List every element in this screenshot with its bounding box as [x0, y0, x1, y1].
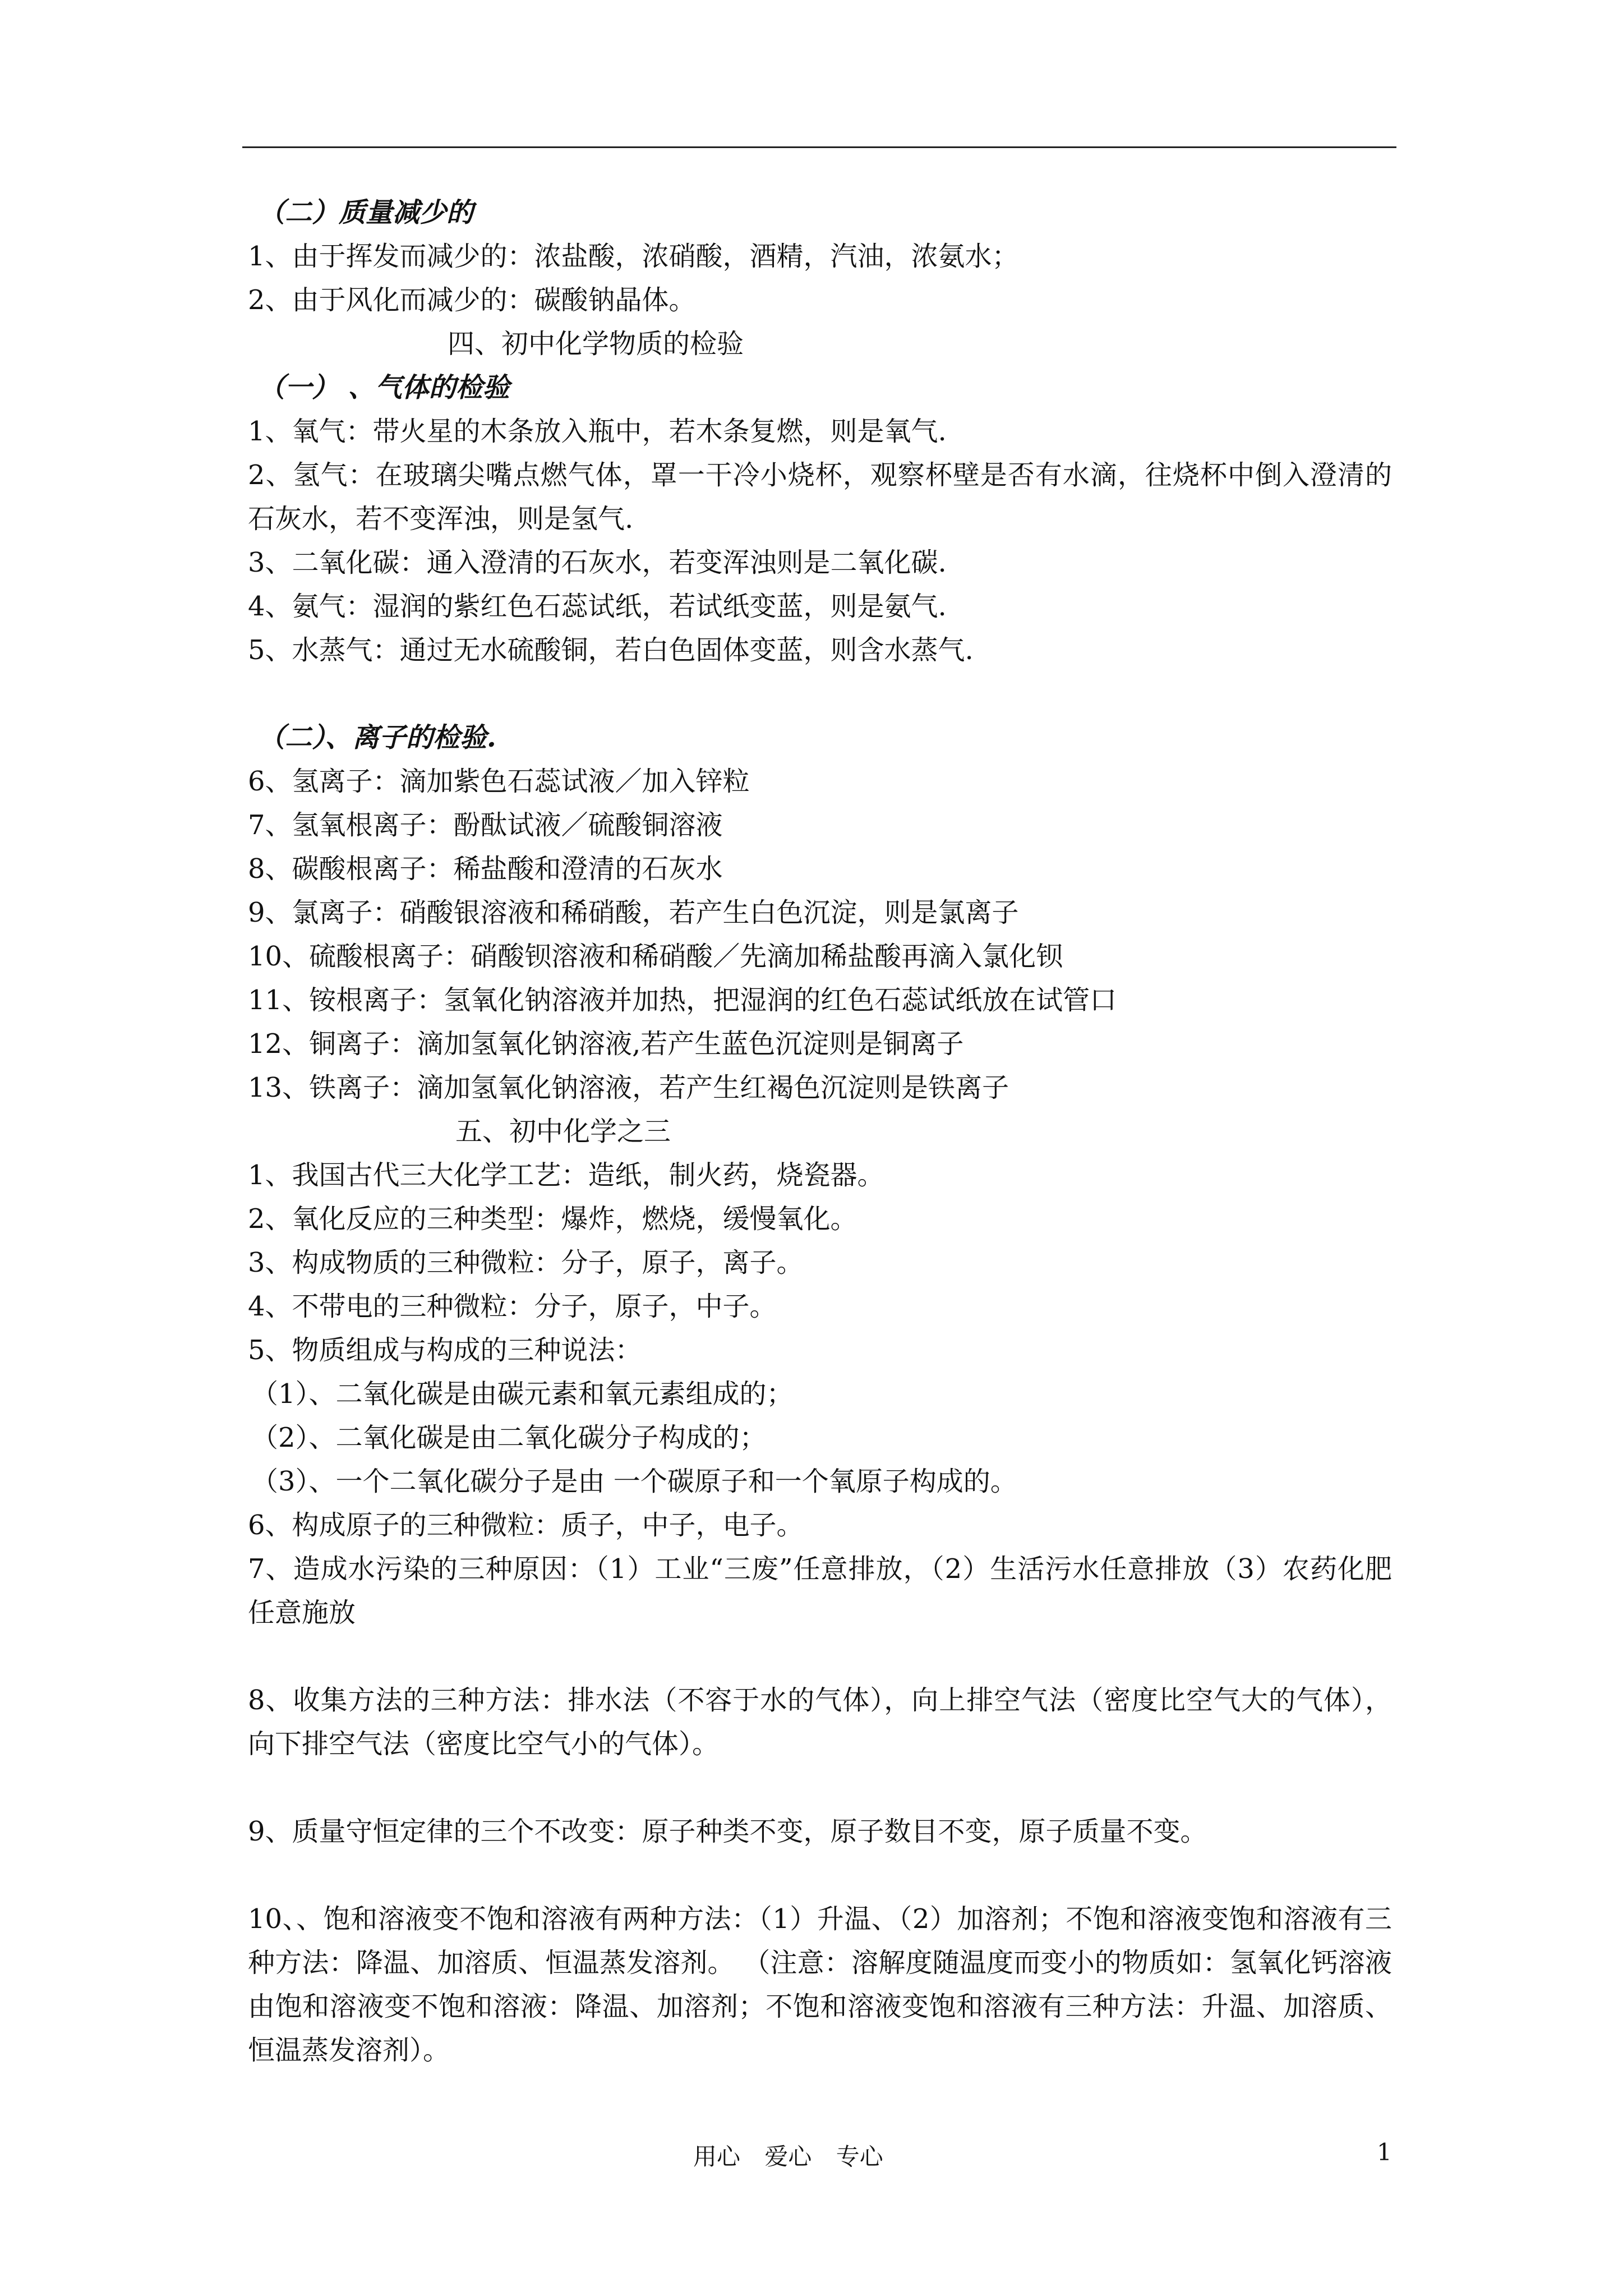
list-item: 6、构成原子的三种微粒：质子，中子，电子。	[248, 1510, 804, 1541]
spacer	[248, 672, 1392, 716]
document-body	[248, 191, 1392, 2072]
list-item: 2、由于风化而减少的：碳酸钠晶体。	[248, 284, 696, 316]
header-rule	[242, 146, 1396, 148]
list-item: 1、氧气：带火星的木条放入瓶中，若木条复燃，则是氧气.	[248, 416, 947, 447]
list-item: 1、由于挥发而减少的：浓盐酸，浓硝酸，酒精，汽油，浓氨水；	[248, 241, 1019, 272]
sub-list-item: （2）、二氧化碳是由二氧化碳分子构成的；	[251, 1422, 767, 1453]
list-item: 10、、饱和溶液变不饱和溶液有两种方法：（1）升温、（2）加溶剂；不饱和溶液变饱和溶液有三种方法：降温、加溶质、恒温蒸发溶剂。 （注意：溶解度随温度而变小的物质如：氢氧化钙溶液由饱和溶液变不饱和溶液：降温、加溶剂；不饱和溶液变饱和溶液有三种方法：升温、加溶质、恒温蒸发溶剂）。	[248, 1903, 1392, 2066]
list-item: 2、氧化反应的三种类型：爆炸，燃烧，缓慢氧化。	[248, 1203, 857, 1235]
list-item: 5、水蒸气：通过无水硫酸铜，若白色固体变蓝，则含水蒸气.	[248, 634, 974, 666]
list-item: 6、氢离子：滴加紫色石蕊试液／加入锌粒	[248, 766, 750, 797]
list-item: 3、构成物质的三种微粒：分子，原子，离子。	[248, 1247, 804, 1278]
list-item: 12、铜离子：滴加氢氧化钠溶液,若产生蓝色沉淀则是铜离子	[248, 1028, 964, 1060]
list-item: 3、二氧化碳：通入澄清的石灰水，若变浑浊则是二氧化碳.	[248, 547, 947, 578]
subsection-heading-ion: （二）、离子的检验.	[258, 722, 496, 753]
list-item: 13、铁离子：滴加氢氧化钠溶液，若产生红褐色沉淀则是铁离子	[248, 1072, 1009, 1103]
list-item: 2、氢气：在玻璃尖嘴点燃气体，罩一干冷小烧杯，观察杯壁是否有水滴，往烧杯中倒入澄清的石灰水，若不变浑浊，则是氢气.	[248, 459, 1392, 535]
spacer	[248, 1853, 1392, 1897]
sub-list-item: （3）、一个二氧化碳分子是由 一个碳原子和一个氧原子构成的。	[251, 1466, 1017, 1497]
spacer	[248, 1766, 1392, 1810]
list-item: 9、氯离子：硝酸银溶液和稀硝酸，若产生白色沉淀，则是氯离子	[248, 897, 1019, 928]
section-title-four: 四、初中化学物质的检验	[448, 328, 744, 360]
list-item: 8、收集方法的三种方法：排水法（不容于水的气体），向上排空气法（密度比空气大的气体），向下排空气法（密度比空气小的气体）。	[248, 1685, 1392, 1760]
list-item: 9、质量守恒定律的三个不改变：原子种类不变，原子数目不变，原子质量不变。	[248, 1816, 1207, 1847]
list-item: 7、氢氧根离子：酚酞试液／硫酸铜溶液	[248, 809, 723, 841]
list-item: 10、硫酸根离子：硝酸钡溶液和稀硝酸／先滴加稀盐酸再滴入氯化钡	[248, 941, 1063, 972]
list-item: 11、铵根离子：氢氧化钠溶液并加热，把湿润的红色石蕊试纸放在试管口	[248, 984, 1117, 1016]
list-item: 4、不带电的三种微粒：分子，原子，中子。	[248, 1291, 777, 1322]
spacer	[248, 1635, 1392, 1678]
list-item: 8、碳酸根离子：稀盐酸和澄清的石灰水	[248, 853, 723, 885]
list-item: 7、造成水污染的三种原因：（1）工业“三废”任意排放，（2）生活污水任意排放（3）农药化肥任意施放	[248, 1553, 1392, 1628]
subsection-heading-gas: （一） 、气体的检验	[258, 372, 510, 403]
section-title-five: 五、初中化学之三	[455, 1116, 671, 1147]
sub-list-item: （1）、二氧化碳是由碳元素和氧元素组成的；	[251, 1378, 794, 1410]
list-item: 5、物质组成与构成的三种说法：	[248, 1335, 642, 1366]
list-item: 1、我国古代三大化学工艺：造纸，制火药，烧瓷器。	[248, 1159, 884, 1191]
list-item: 4、氨气：湿润的紫红色石蕊试纸，若试纸变蓝，则是氨气.	[248, 591, 947, 622]
page-number: 1	[1377, 2138, 1392, 2166]
section-heading-mass-decrease: （二）质量减少的	[258, 197, 474, 228]
footer-slogan: 用心 爱心 专心	[693, 2143, 883, 2170]
